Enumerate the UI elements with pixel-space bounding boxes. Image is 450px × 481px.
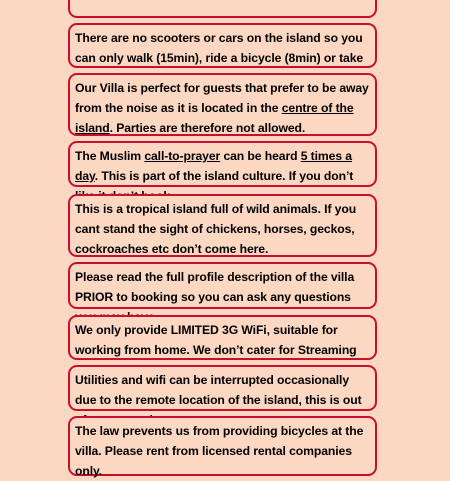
text-segment: The law prevents us from providing bicycles at the villa. Please rent from licensed rental companies only. <box>75 424 364 478</box>
text-segment: This is a tropical island full of wild animals. If you cant stand the sight of chickens, horses, geckos, cockroaches etc don’t come here. <box>75 202 357 256</box>
text-segment: We only provide LIMITED 3G WiFi, suitable for working from home. We don’t cater for Streaming <box>75 323 357 357</box>
notice-call-to-prayer <box>68 141 377 187</box>
notice-text <box>75 0 370 3</box>
notice-text <box>75 421 370 481</box>
text-segment: Our Villa is perfect for guests that prefer to be away from the noise as it is located in the <box>75 81 369 115</box>
notice-read-profile <box>68 262 377 309</box>
notice-utilities <box>68 365 377 411</box>
notice-location <box>68 0 377 18</box>
text-segment: . This is part of the island culture. If you don’t <box>94 169 354 183</box>
notice-transport <box>68 23 377 68</box>
text-segment: There are no scooters or cars on the island so you can only walk (15min), ride a bicycle (8min) or take <box>75 31 364 65</box>
underlined-text: centre of the island <box>75 101 354 135</box>
text-segment: . Parties are therefore not allowed. <box>109 121 306 135</box>
text-segment: can be heard <box>220 149 301 163</box>
text-segment: The Muslim <box>75 149 145 163</box>
notice-wild-animals <box>68 194 377 257</box>
text-segment: Utilities and wifi can be interrupted occasionally due to the remote location of the island, this is out <box>75 373 362 407</box>
notice-wifi <box>68 315 377 360</box>
underlined-text: 5 times a day <box>75 149 352 183</box>
text-segment: Please read the full profile description of the villa PRIOR to booking so you can ask any questions <box>75 270 355 304</box>
notice-text <box>75 199 370 259</box>
underlined-text: call-to-prayer <box>144 149 221 163</box>
notice-quiet-location <box>68 73 377 136</box>
notice-bicycles <box>68 416 377 476</box>
notice-text <box>75 78 370 138</box>
